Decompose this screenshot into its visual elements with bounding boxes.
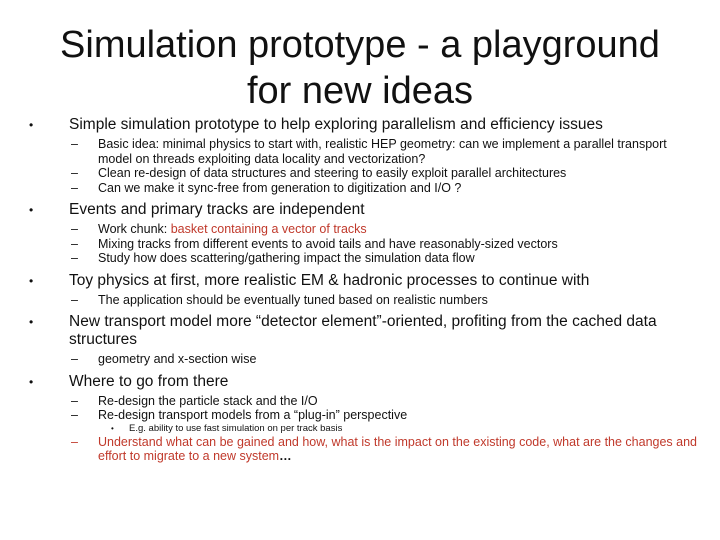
section-events-independent [26,201,702,266]
sub-sub-text: E.g. ability to use fast simulation on per track basis [129,422,343,434]
dash-icon: – [71,222,78,236]
sub-item [71,166,702,181]
ellipsis: … [279,449,292,463]
section-simulation-prototype [26,116,702,195]
dash-icon: – [71,408,78,422]
dash-icon: – [71,180,78,195]
bullet-icon: • [29,118,34,132]
sub-item [71,408,702,423]
dash-icon: – [71,137,78,151]
dash-icon: – [71,166,78,180]
bullet-icon: • [29,374,34,389]
sub-text: Can we make it sync-free from generation to digitization and I/O ? [98,180,462,195]
dash-icon: – [71,393,78,408]
title-line-2: for new ideas [246,70,473,112]
bullet-icon: • [111,423,114,433]
dash-icon: – [71,292,78,307]
bullet-item [26,201,702,219]
sub-text-highlight: Understand what can be gained and how, what is the impact on the existing code, what are the changes and effort to migrate to a new system [98,434,698,463]
bullet-icon: • [29,203,34,217]
bullet-item [26,373,702,391]
bullet-icon: • [29,315,34,329]
bullet-item [26,313,702,349]
section-where-to-go [26,373,702,464]
sub-text: Study how does scattering/gathering impact the simulation data flow [98,251,475,265]
sub-text-highlight: basket containing a vector of tracks [170,222,367,236]
sub-text: The application should be eventually tuned based on realistic numbers [98,292,488,307]
bullet-text: Toy physics at first, more realistic EM & hadronic processes to continue with [69,271,590,289]
sub-list [71,352,702,367]
section-toy-physics [26,272,702,308]
bullet-text: Simple simulation prototype to help exploring parallelism and efficiency issues [69,116,603,133]
sub-text: Mixing tracks from different events to avoid tails and have reasonably-sized vectors [98,236,558,251]
bullet-item [26,116,702,134]
bullet-item [26,272,702,290]
slide-title [40,22,680,114]
sub-item [71,352,702,367]
sub-text: Clean re-design of data structures and steering to easily exploit parallel architectures [98,166,567,180]
sub-list [71,394,702,464]
bullet-text: New transport model more “detector element”-oriented, profiting from the cached data structures [69,313,657,348]
sub-item [71,222,702,237]
sub-item [71,435,702,464]
dash-icon: – [71,352,78,366]
dash-icon: – [71,434,78,449]
sub-list [71,222,702,266]
sub-sub-item [111,423,702,435]
sub-text: Re-design the particle stack and the I/O [98,393,318,408]
sub-item [71,394,702,409]
sub-item [71,137,702,166]
sub-text: geometry and x-section wise [98,352,257,366]
title-line-1: Simulation prototype - a playground [60,24,660,66]
sub-list [71,293,702,308]
section-transport-model [26,313,702,367]
dash-icon: – [71,236,78,251]
bullet-icon: • [29,273,34,288]
sub-text: Basic idea: minimal physics to start with, realistic HEP geometry: can we implement a parallel transport model on threads exploiting data locality and vectorization? [98,137,667,166]
sub-text-prefix: Work chunk: [98,222,171,236]
sub-item [71,251,702,266]
sub-item [71,293,702,308]
bullet-text: Where to go from there [69,372,229,390]
sub-item [71,237,702,252]
slide-content [26,116,702,464]
sub-list [71,137,702,195]
sub-text: Re-design transport models from a “plug-in” perspective [98,408,408,422]
bullet-text: Events and primary tracks are independent [69,201,365,218]
sub-item [71,181,702,196]
dash-icon: – [71,251,78,265]
